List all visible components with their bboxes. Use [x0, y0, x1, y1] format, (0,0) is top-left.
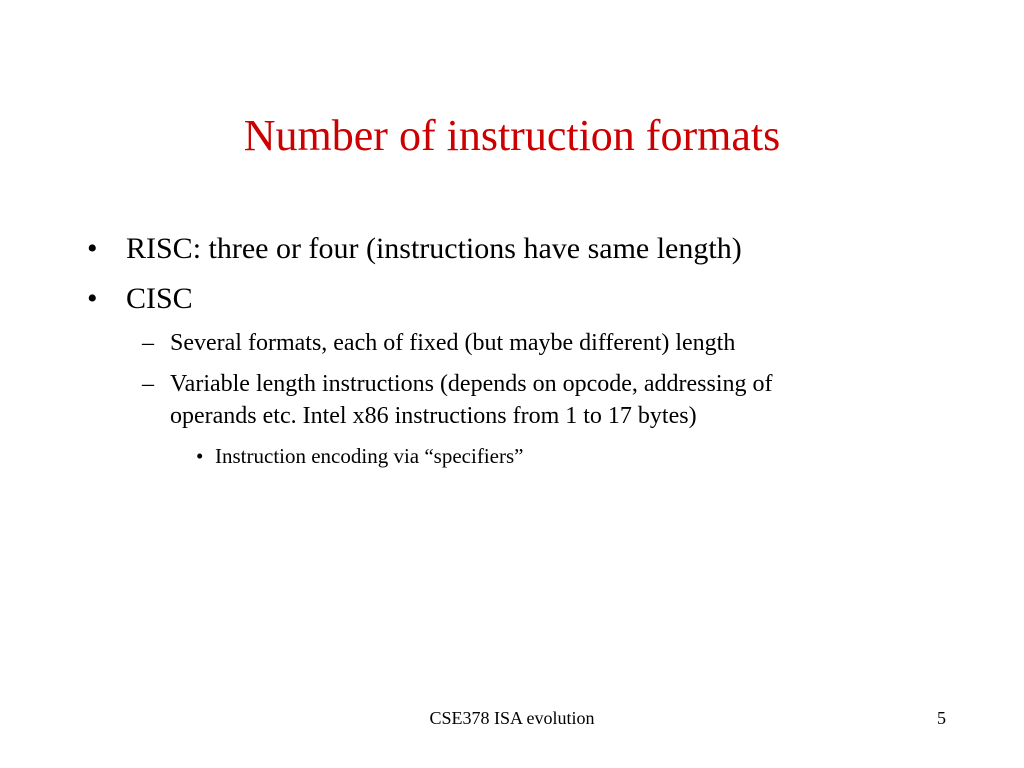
bullet-marker: •	[196, 444, 204, 468]
sub-bullet-several-formats	[142, 327, 736, 359]
bullet-text: CISC	[126, 282, 193, 315]
page-number: 5	[937, 708, 946, 728]
sub-bullet-text: Several formats, each of fixed (but maybe different) length	[170, 330, 736, 356]
sub-sub-bullet-text: Instruction encoding via “specifiers”	[215, 444, 524, 468]
sub-bullet-text-line-2: operands etc. Intel x86 instructions from 1 to 17 bytes)	[170, 403, 697, 429]
sub-sub-bullet-specifiers	[196, 442, 524, 470]
slide-title: Number of instruction formats	[243, 111, 781, 160]
dash-marker: –	[142, 371, 154, 397]
bullet-marker: •	[87, 232, 98, 265]
bullet-marker: •	[87, 282, 98, 315]
sub-bullet-text-line-1: Variable length instructions (depends on opcode, addressing of	[170, 371, 773, 397]
bullet-cisc	[87, 281, 193, 317]
dash-marker: –	[142, 330, 154, 356]
bullet-text: RISC: three or four (instructions have same length)	[126, 232, 742, 265]
footer-text: CSE378 ISA evolution	[429, 708, 595, 728]
sub-bullet-variable-length	[142, 368, 773, 432]
bullet-risc	[87, 231, 742, 267]
